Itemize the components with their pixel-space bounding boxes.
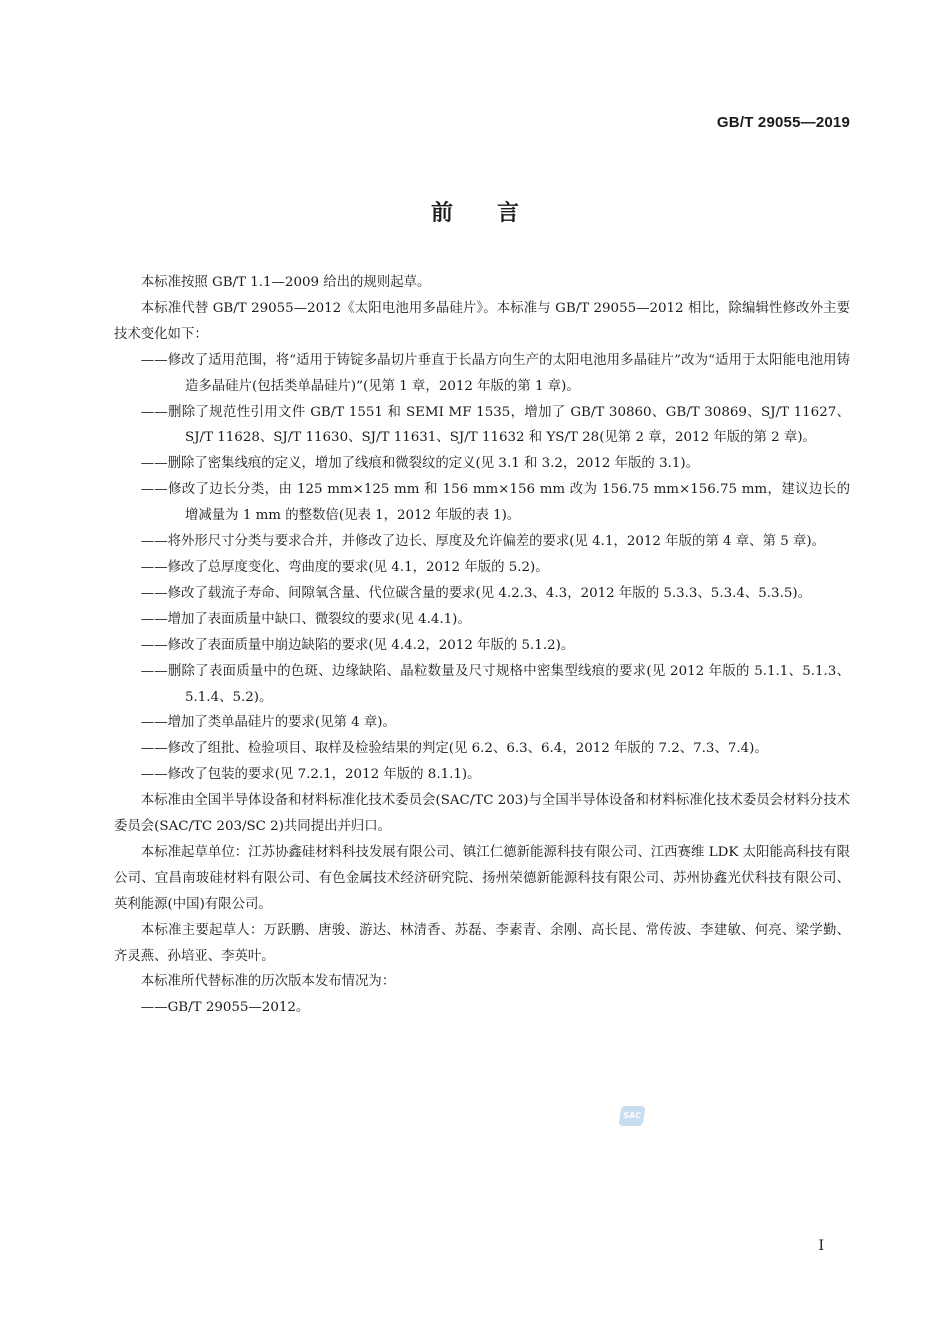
title-char-2: 言 (497, 201, 520, 226)
change-item: ——删除了规范性引用文件 GB/T 1551 和 SEMI MF 1535，增加了 GB/T 30860、GB/T 30869、SJ/T 11627、SJ/T 11628、SJ/T 11630、SJ/T 11631、SJ/T 11632 和 YS/T 28(见第 2 章，2012 年版的第 2 章)。 (140, 404, 850, 446)
change-item: ——修改了组批、检验项目、取样及检验结果的判定(见 6.2、6.3、6.4，2012 年版的 7.2、7.3、7.4)。 (140, 741, 768, 757)
page-number: I (818, 1238, 824, 1254)
paragraph: 本标准代替 GB/T 29055—2012《太阳电池用多晶硅片》。本标准与 GB/T 29055—2012 相比，除编辑性修改外主要技术变化如下： (114, 300, 850, 342)
change-item: ——删除了密集线痕的定义，增加了线痕和微裂纹的定义(见 3.1 和 3.2，2012 年版的 3.1)。 (140, 456, 699, 472)
paragraph: 本标准主要起草人：万跃鹏、唐骏、游达、林清香、苏磊、李素青、余刚、高长昆、常传波、李建敏、何亮、梁学勤、齐灵燕、孙培亚、李英叶。 (114, 922, 850, 964)
page-title (0, 196, 950, 227)
foreword-body (114, 270, 850, 1021)
change-item: ——修改了适用范围，将“适用于铸锭多晶切片垂直于长晶方向生产的太阳电池用多晶硅片”改为“适用于太阳能电池用铸造多晶硅片(包括类单晶硅片)”(见第 1 章，2012 年版的第 1 章)。 (140, 352, 850, 394)
standard-code: GB/T 29055—2019 (716, 114, 850, 131)
history-item: ——GB/T 29055—2012。 (140, 1000, 310, 1016)
change-item: ——删除了表面质量中的色斑、边缘缺陷、晶粒数量及尺寸规格中密集型线痕的要求(见 2012 年版的 5.1.1、5.1.3、5.1.4、5.2)。 (140, 663, 850, 705)
paragraph: 本标准所代替标准的历次版本发布情况为： (140, 974, 396, 990)
paragraph: 本标准由全国半导体设备和材料标准化技术委员会(SAC/TC 203)与全国半导体设备和材料标准化技术委员会材料分技术委员会(SAC/TC 203/SC 2)共同提出并归口。 (114, 793, 850, 835)
change-item: ——修改了表面质量中崩边缺陷的要求(见 4.4.2，2012 年版的 5.1.2)。 (140, 637, 575, 653)
paragraph: 本标准按照 GB/T 1.1—2009 给出的规则起草。 (140, 275, 431, 290)
change-item: ——增加了表面质量中缺口、微裂纹的要求(见 4.4.1)。 (140, 611, 471, 627)
sac-watermark-logo: SAC (619, 1106, 646, 1126)
title-char-1: 前 (430, 201, 453, 226)
paragraph: 本标准起草单位：江苏协鑫硅材料科技发展有限公司、镇江仁德新能源科技有限公司、江西赛维 LDK 太阳能高科技有限公司、宜昌南玻硅材料有限公司、有色金属技术经济研究院、扬州荣德新能源科技有限公司、苏州协鑫光伏科技有限公司、英利能源(中国)有限公司。 (114, 844, 850, 912)
change-item: ——增加了类单晶硅片的要求(见第 4 章)。 (140, 715, 396, 731)
change-item: ——修改了载流子寿命、间隙氧含量、代位碳含量的要求(见 4.2.3、4.3，2012 年版的 5.3.3、5.3.4、5.3.5)。 (140, 585, 811, 601)
change-item: ——修改了总厚度变化、弯曲度的要求(见 4.1，2012 年版的 5.2)。 (140, 559, 549, 575)
change-item: ——修改了边长分类，由 125 mm×125 mm 和 156 mm×156 mm 改为 156.75 mm×156.75 mm，建议边长的增减量为 1 mm 的整数倍(见表 1，2012 年版的表 1)。 (140, 482, 850, 524)
change-item: ——将外形尺寸分类与要求合并，并修改了边长、厚度及允许偏差的要求(见 4.1，2012 年版的第 4 章、第 5 章)。 (140, 534, 825, 550)
change-item: ——修改了包装的要求(见 7.2.1，2012 年版的 8.1.1)。 (140, 767, 481, 783)
